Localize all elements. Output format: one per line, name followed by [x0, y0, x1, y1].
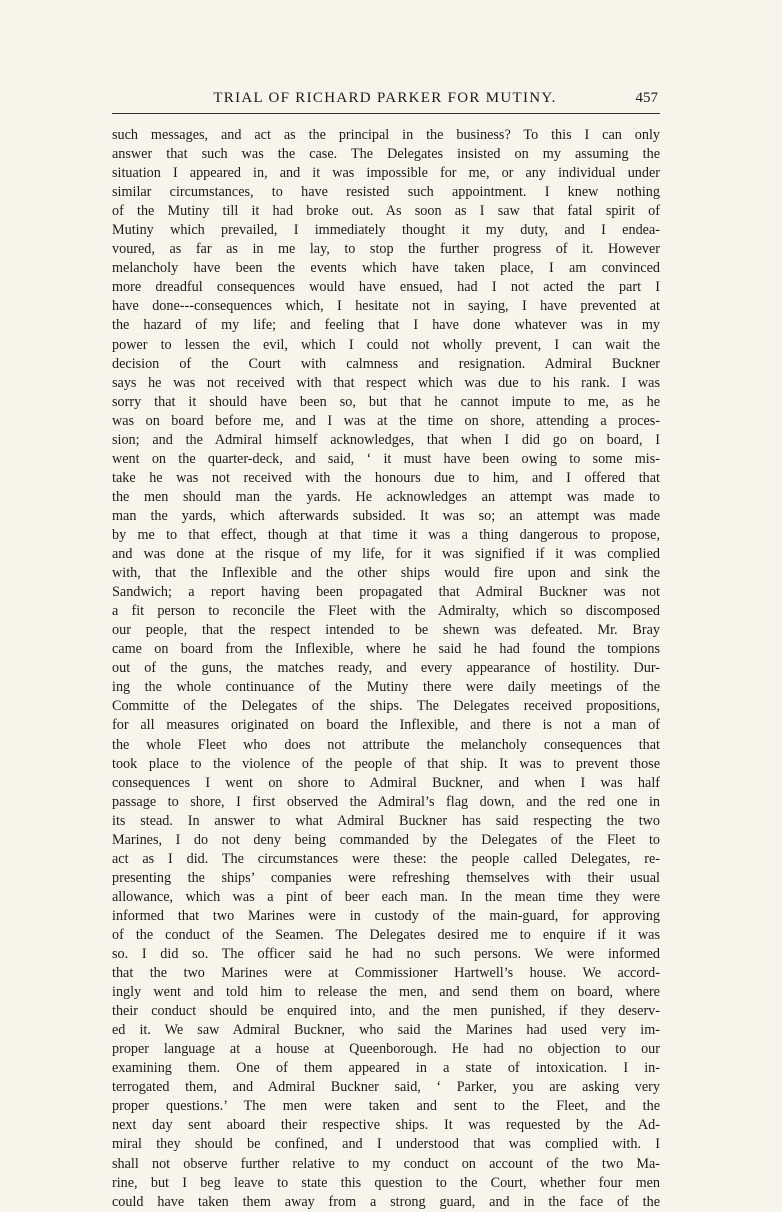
text-line: sorry that it should have been so, but that he cannot impute to me, as he [112, 393, 660, 410]
text-line: power to lessen the evil, which I could not wholly prevent, I can wait the [112, 336, 660, 353]
text-line: situation I appeared in, and it was impossible for me, or any individual under [112, 165, 660, 182]
text-line: ingly went and told him to release the men, and send them on board, where [112, 984, 660, 1001]
running-head [112, 90, 658, 114]
text-line: could have taken them away from a strong guard, and in the face of the [112, 1193, 660, 1210]
text-line: consequences I went on shore to Admiral Buckner, and when I was half [112, 774, 660, 791]
text-line: decision of the Court with calmness and resignation. Admiral Buckner [112, 355, 660, 372]
text-line: our people, that the respect intended to be shewn was defeated. Mr. Bray [112, 622, 660, 639]
text-line: the whole Fleet who does not attribute the melancholy consequences that [112, 736, 660, 753]
header-rule [112, 113, 660, 114]
text-line: was on board before me, and I was at the time on shore, attending a proces- [112, 412, 660, 429]
text-line: informed that two Marines were in custody of the main-guard, for approving [112, 907, 660, 924]
text-line: Mutiny which prevailed, I immediately thought it my duty, and I endea- [112, 222, 660, 239]
page-number: 457 [635, 90, 658, 106]
text-line: melancholy have been the events which have taken place, I am convinced [112, 260, 660, 277]
text-line: allowance, which was a pint of beer each man. In the mean time they were [112, 888, 660, 905]
text-line: rine, but I beg leave to state this question to the Court, whether four men [112, 1174, 660, 1191]
text-line: its stead. In answer to what Admiral Buckner has said respecting the two [112, 812, 660, 829]
text-line: ing the whole continuance of the Mutiny there were daily meetings of the [112, 679, 660, 696]
text-line: with, that the Inflexible and the other ships would fire upon and sink the [112, 565, 660, 582]
text-line: took place to the violence of the people of that ship. It was to prevent those [112, 755, 660, 772]
text-line: such messages, and act as the principal in the business? To this I can only [112, 127, 660, 143]
text-line: act as I did. The circumstances were these: the people called Delegates, re- [112, 850, 660, 867]
text-line: presenting the ships’ companies were refreshing themselves with their usual [112, 869, 660, 886]
text-line: by me to that effect, though at that time it was a thing dangerous to propose, [112, 526, 660, 543]
text-line: a fit person to reconcile the Fleet with the Admiralty, which so discomposed [112, 603, 660, 620]
text-line: the hazard of my life; and feeling that I have done whatever was in my [112, 317, 660, 334]
text-line: says he was not received with that respect which was due to his rank. I was [112, 374, 660, 391]
text-line: proper language at a house at Queenborough. He had no objection to our [112, 1041, 660, 1058]
text-line: voured, as far as in me lay, to stop the further progress of it. However [112, 241, 660, 258]
text-line: that the two Marines were at Commissioner Hartwell’s house. We accord- [112, 965, 660, 982]
text-line: Committe of the Delegates of the ships. The Delegates received propositions, [112, 698, 660, 715]
text-line: of the Mutiny till it had broke out. As soon as I saw that fatal spirit of [112, 203, 660, 220]
text-line: for all measures originated on board the Inflexible, and there is not a man of [112, 717, 660, 734]
text-line: answer that such was the case. The Delegates insisted on my assuming the [112, 146, 660, 163]
text-line: take he was not received with the honours due to him, and I offered that [112, 469, 660, 486]
text-line: examining them. One of them appeared in a state of intoxication. I in- [112, 1060, 660, 1077]
text-line: similar circumstances, to have resisted such appointment. I knew nothing [112, 184, 660, 201]
text-line: Marines, I do not deny being commanded by the Delegates of the Fleet to [112, 831, 660, 848]
text-line: man the yards, which afterwards subsided. It was so; an attempt was made [112, 507, 660, 524]
text-line: so. I did so. The officer said he had no such persons. We were informed [112, 946, 660, 963]
text-line: came on board from the Inflexible, where he said he had found the tompions [112, 641, 660, 658]
text-line: miral they should be confined, and I understood that was complied with. I [112, 1136, 660, 1153]
text-line: more dreadful consequences would have ensued, had I not acted the part I [112, 279, 660, 296]
text-line: terrogated them, and Admiral Buckner said, ‘ Parker, you are asking very [112, 1079, 660, 1096]
text-line: ed it. We saw Admiral Buckner, who said the Marines had used very im- [112, 1022, 660, 1039]
text-line: the men should man the yards. He acknowledges an attempt was made to [112, 488, 660, 505]
text-line: of the conduct of the Seamen. The Delegates desired me to enquire if it was [112, 926, 660, 943]
text-line: went on the quarter-deck, and said, ‘ it must have been owing to some mis- [112, 450, 660, 467]
text-line: proper questions.’ The men were taken and sent to the Fleet, and the [112, 1098, 660, 1115]
text-line: passage to shore, I first observed the Admiral’s flag down, and the red one in [112, 793, 660, 810]
text-line: and was done at the risque of my life, for it was signified if it was complied [112, 546, 660, 563]
running-title: TRIAL OF RICHARD PARKER FOR MUTINY. [213, 90, 557, 106]
text-line: Sandwich; a report having been propagated that Admiral Buckner was not [112, 584, 660, 601]
text-line: shall not observe further relative to my conduct on account of the two Ma- [112, 1155, 660, 1172]
text-line: out of the guns, the matches ready, and every appearance of hostility. Dur- [112, 660, 660, 677]
body-text [112, 126, 660, 1212]
text-line: next day sent aboard their respective ships. It was requested by the Ad- [112, 1117, 660, 1134]
text-line: sion; and the Admiral himself acknowledges, that when I did go on board, I [112, 431, 660, 448]
text-line: their conduct should be enquired into, and the men punished, if they deserv- [112, 1003, 660, 1020]
text-line: have done---consequences which, I hesitate not in saying, I have prevented at [112, 298, 660, 315]
